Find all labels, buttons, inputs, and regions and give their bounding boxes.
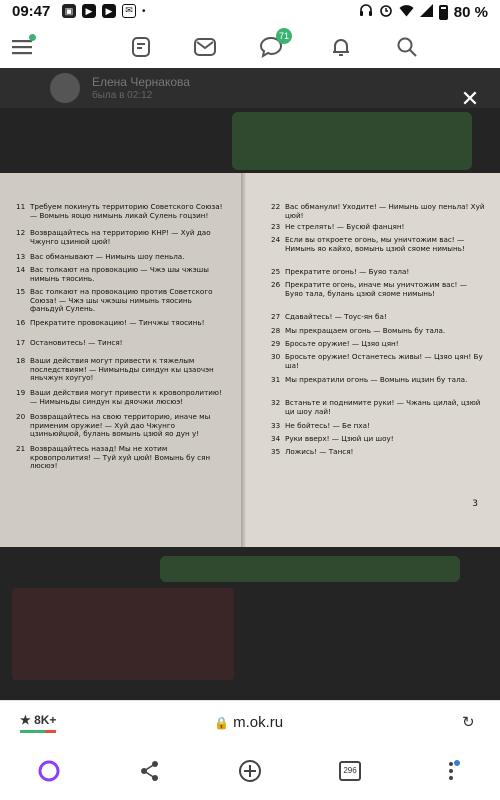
phrase-number: 21 <box>16 444 26 453</box>
messages-badge: 71 <box>276 28 292 44</box>
dimmed-postcard-image <box>12 588 234 680</box>
phrase-text: Встаньте и поднимите руки! — Чжань цилай, цзюй ци шоу лай! <box>285 398 481 416</box>
phrase-entry <box>271 313 486 322</box>
phrase-number: 33 <box>271 421 281 430</box>
clock: 09:47 <box>12 3 51 20</box>
phrase-number: 30 <box>271 352 281 361</box>
bell-icon <box>330 36 352 58</box>
rating-count-value: 8K+ <box>34 713 57 727</box>
phrase-text: Возвращайтесь назад! Мы не хотим кровопролития! — Туй хуй цюй! Вомынь бу сян люсюэ! <box>30 444 211 471</box>
phrase-entry <box>16 357 226 383</box>
phrase-entry <box>271 448 486 457</box>
url-field[interactable] <box>214 714 283 731</box>
browser-bottom-nav <box>0 744 500 800</box>
rating-bar <box>20 730 56 733</box>
phrase-text: Остановитесь! — Тинся! <box>30 338 123 347</box>
phrase-entry <box>271 435 486 444</box>
more-button[interactable] <box>438 758 464 784</box>
phrase-text: Ваши действия могут привести к кровопролитию! — Нимыньды синдун кы дяочжи люсюэ! <box>30 388 222 406</box>
phrase-entry <box>271 422 486 431</box>
left-page <box>0 173 245 547</box>
phrase-number: 24 <box>271 235 281 244</box>
phrase-text: Возвращайтесь на свою территорию, иначе мы применим оружие! — Хуй дао Чжунго цзиньюйцюй, булань вомынь цзюй яо дун у! <box>30 412 211 439</box>
phrase-number: 23 <box>271 222 281 231</box>
phrase-text: Вас толкают на провокацию — Чжэ шы чжэшы нимынь тяосинь. <box>30 265 209 283</box>
phrase-entry <box>271 203 486 220</box>
system-icons <box>359 3 488 21</box>
phrase-text: Требуем покинуть территорию Советского Союза! — Вомынь яоцю нимынь ликай Сулень гоцзин! <box>30 202 223 220</box>
dimmed-message-bubble <box>232 112 472 170</box>
phrase-text: Не бойтесь! — Бе пха! <box>285 421 370 430</box>
phrase-entry <box>16 319 226 328</box>
right-page <box>245 173 500 547</box>
reload-button[interactable] <box>462 713 475 731</box>
alarm-icon <box>379 3 393 21</box>
feed-button[interactable] <box>126 32 156 62</box>
phrase-number: 29 <box>271 339 281 348</box>
phrase-entry <box>16 203 226 220</box>
phrase-number: 15 <box>16 287 26 296</box>
share-icon <box>139 760 161 782</box>
dot-icon: • <box>142 5 146 17</box>
top-nav <box>0 24 500 68</box>
feed-icon <box>130 36 152 58</box>
phrase-text: Прекратите огонь, иначе мы уничтожим вас! — Буяо тала, булань цзюй сяоме нимынь! <box>285 280 467 298</box>
signal-icon <box>420 4 433 21</box>
phrase-entry <box>16 266 226 283</box>
phrase-entry <box>271 268 486 277</box>
phrase-text: Прекратите огонь! — Буяо тала! <box>285 267 410 276</box>
url-text: m.ok.ru <box>233 714 284 731</box>
photo-viewer <box>0 68 500 700</box>
phrase-entry <box>271 236 486 253</box>
tabs-button[interactable] <box>337 758 363 784</box>
youtube-icon: ▶ <box>102 4 116 18</box>
mail-button[interactable] <box>190 32 220 62</box>
phrase-text: Вас толкают на провокацию против Советского Союза! — Чжэ шы чжэшы нимынь тяосинь фаньдуй Сулень. <box>30 287 213 314</box>
phrase-number: 28 <box>271 326 281 335</box>
plus-icon <box>238 759 262 783</box>
notifications-button[interactable] <box>326 32 356 62</box>
phrase-entry <box>16 413 226 439</box>
gallery-icon: ▣ <box>62 4 76 18</box>
phrase-entry <box>271 327 486 336</box>
phrase-number: 25 <box>271 267 281 276</box>
battery-icon <box>439 5 448 20</box>
phrase-number: 32 <box>271 398 281 407</box>
phrase-text: Руки вверх! — Цзюй ци шоу! <box>285 434 394 443</box>
menu-button[interactable] <box>8 32 38 62</box>
phrase-number: 26 <box>271 280 281 289</box>
phrase-entry <box>271 340 486 349</box>
dimmed-message-bubble <box>160 556 460 582</box>
phrase-number: 27 <box>271 312 281 321</box>
phrase-number: 31 <box>271 375 281 384</box>
booklet-photo[interactable] <box>0 173 500 547</box>
headphones-icon <box>359 3 373 21</box>
phrase-entry <box>16 229 226 246</box>
status-bar <box>0 0 500 24</box>
phrase-text: Бросьте оружие! — Цзяо цян! <box>285 339 399 348</box>
envelope-icon <box>193 37 217 57</box>
page-number: 3 <box>472 499 478 509</box>
phrase-number: 13 <box>16 252 26 261</box>
messages-button[interactable] <box>256 31 289 62</box>
phrase-text: Мы прекратили огонь — Вомынь ицзин бу тала. <box>285 375 468 384</box>
phrase-text: Вас обманули! Уходите! — Нимынь шоу пеньла! Хуй цюй! <box>285 202 485 220</box>
phrase-text: Вас обманывают — Нимынь шоу пеньла. <box>30 252 185 261</box>
phrase-entry <box>271 376 486 385</box>
phrase-entry <box>16 445 226 471</box>
phrase-entry <box>16 288 226 314</box>
phrase-number: 18 <box>16 356 26 365</box>
phrase-text: Ложись! — Танся! <box>285 447 354 456</box>
battery-percent: 80 % <box>453 3 488 21</box>
rating-count[interactable]: ★ 8K+ <box>20 713 57 727</box>
phrase-number: 22 <box>271 202 281 211</box>
phrase-number: 34 <box>271 434 281 443</box>
phrase-text: Сдавайтесь! — Тоус-ян ба! <box>285 312 387 321</box>
phrase-text: Возвращайтесь на территорию КНР! — Хуй дао Чжунго цзинюй цюй! <box>30 228 211 246</box>
phrase-entry <box>271 223 486 232</box>
phrase-text: Бросьте оружие! Останетесь живы! — Цзяо цян! Бу ша! <box>285 352 483 370</box>
notification-icons <box>62 4 146 18</box>
phrase-entry <box>271 399 486 416</box>
notification-dot <box>29 34 36 41</box>
close-button[interactable] <box>459 88 481 110</box>
wifi-icon <box>399 4 414 21</box>
phrase-entry <box>16 339 226 348</box>
more-icon <box>440 760 462 782</box>
phrase-number: 20 <box>16 412 26 421</box>
phrase-number: 35 <box>271 447 281 456</box>
phrase-entry <box>271 353 486 370</box>
phrase-number: 12 <box>16 228 26 237</box>
youtube-icon: ▶ <box>82 4 96 18</box>
reload-icon: ↻ <box>462 714 475 731</box>
phrase-number: 16 <box>16 318 26 327</box>
phrase-number: 19 <box>16 388 26 397</box>
lock-icon: 🔒 <box>214 716 229 730</box>
phrase-number: 14 <box>16 265 26 274</box>
phrase-entry <box>271 281 486 298</box>
search-icon <box>396 36 418 58</box>
dimmed-chat-status: была в 02:12 <box>92 90 153 101</box>
phrase-number: 11 <box>16 202 26 211</box>
phrase-text: Ваши действия могут привести к тяжелым последствиям! — Нимыньды синдун кы цзаочэн яньчжун хоугуо! <box>30 356 214 383</box>
close-icon: ✕ <box>460 86 480 111</box>
tab-count: 296 <box>339 761 361 781</box>
mail-icon: ✉ <box>122 4 136 18</box>
new-tab-button[interactable] <box>237 758 263 784</box>
phrase-text: Не стрелять! — Бусюй фанцян! <box>285 222 405 231</box>
share-button[interactable] <box>137 758 163 784</box>
dimmed-chat-name: Елена Чернакова <box>92 75 190 89</box>
phrase-entry <box>16 253 226 262</box>
assistant-icon <box>37 759 61 783</box>
page-fold <box>241 173 247 547</box>
dimmed-chat-header <box>0 68 500 108</box>
search-button[interactable] <box>392 32 422 62</box>
phrase-text: Если вы откроете огонь, мы уничтожим вас! — Нимынь яо кайхо, вомынь цзюй сяоме нимынь! <box>285 235 465 253</box>
phrase-text: Прекратите провокацию! — Тинчжы тяосинь! <box>30 318 205 327</box>
phrase-number: 17 <box>16 338 26 347</box>
browser-url-bar <box>0 700 500 744</box>
phrase-entry <box>16 389 226 406</box>
phrase-text: Мы прекращаем огонь — Вомынь бу тала. <box>285 326 446 335</box>
dimmed-avatar <box>50 73 80 103</box>
assistant-button[interactable] <box>36 758 62 784</box>
